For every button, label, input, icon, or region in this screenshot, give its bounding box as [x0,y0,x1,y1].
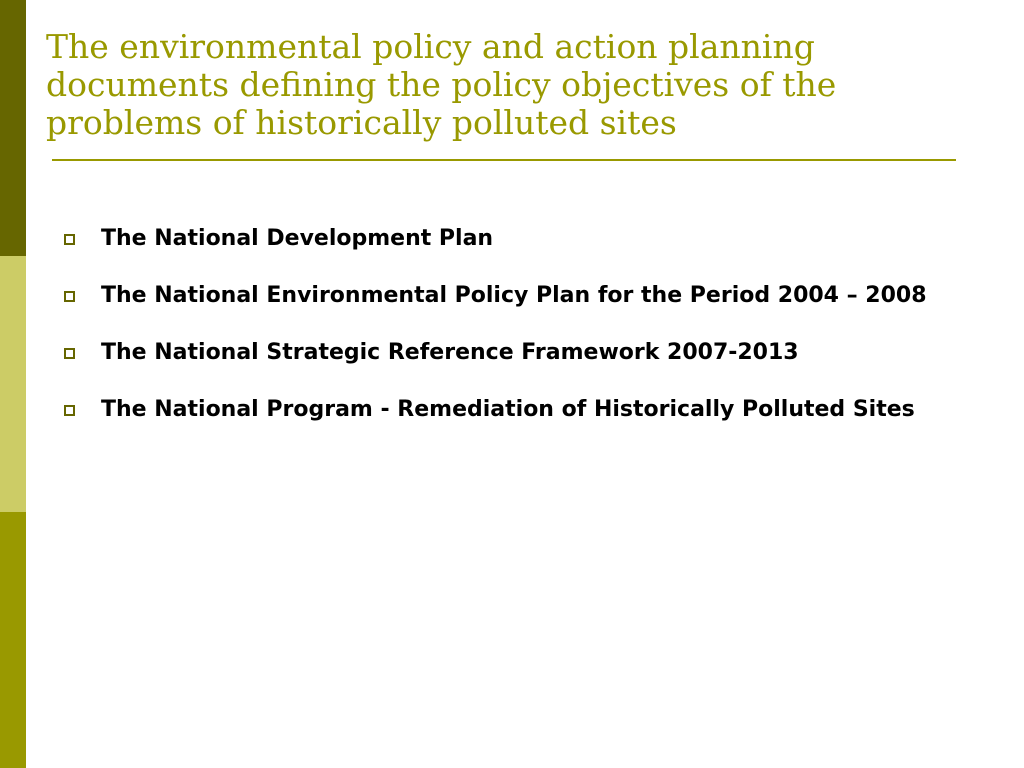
bullet-item [62,393,982,426]
bullet-item [62,222,982,255]
hollow-square-icon [64,234,75,245]
side-bar-olive-segment [0,512,26,768]
bullet-text: The National Strategic Reference Framework 2007-2013 [101,340,799,365]
side-bar-light-segment [0,256,26,512]
side-bar-dark-segment [0,0,26,256]
bullet-text: The National Development Plan [101,226,494,251]
slide-title: The environmental policy and action planning documents defining the policy objectives of the problems of historically polluted sites [46,27,837,142]
title-underline [52,159,956,161]
bullet-item [62,279,982,312]
bullet-item [62,336,982,369]
hollow-square-icon [64,348,75,359]
bullet-text: The National Environmental Policy Plan for the Period 2004 – 2008 [101,283,927,308]
bullet-text: The National Program - Remediation of Historically Polluted Sites [101,397,915,422]
bullet-list [62,222,982,450]
hollow-square-icon [64,405,75,416]
hollow-square-icon [64,291,75,302]
